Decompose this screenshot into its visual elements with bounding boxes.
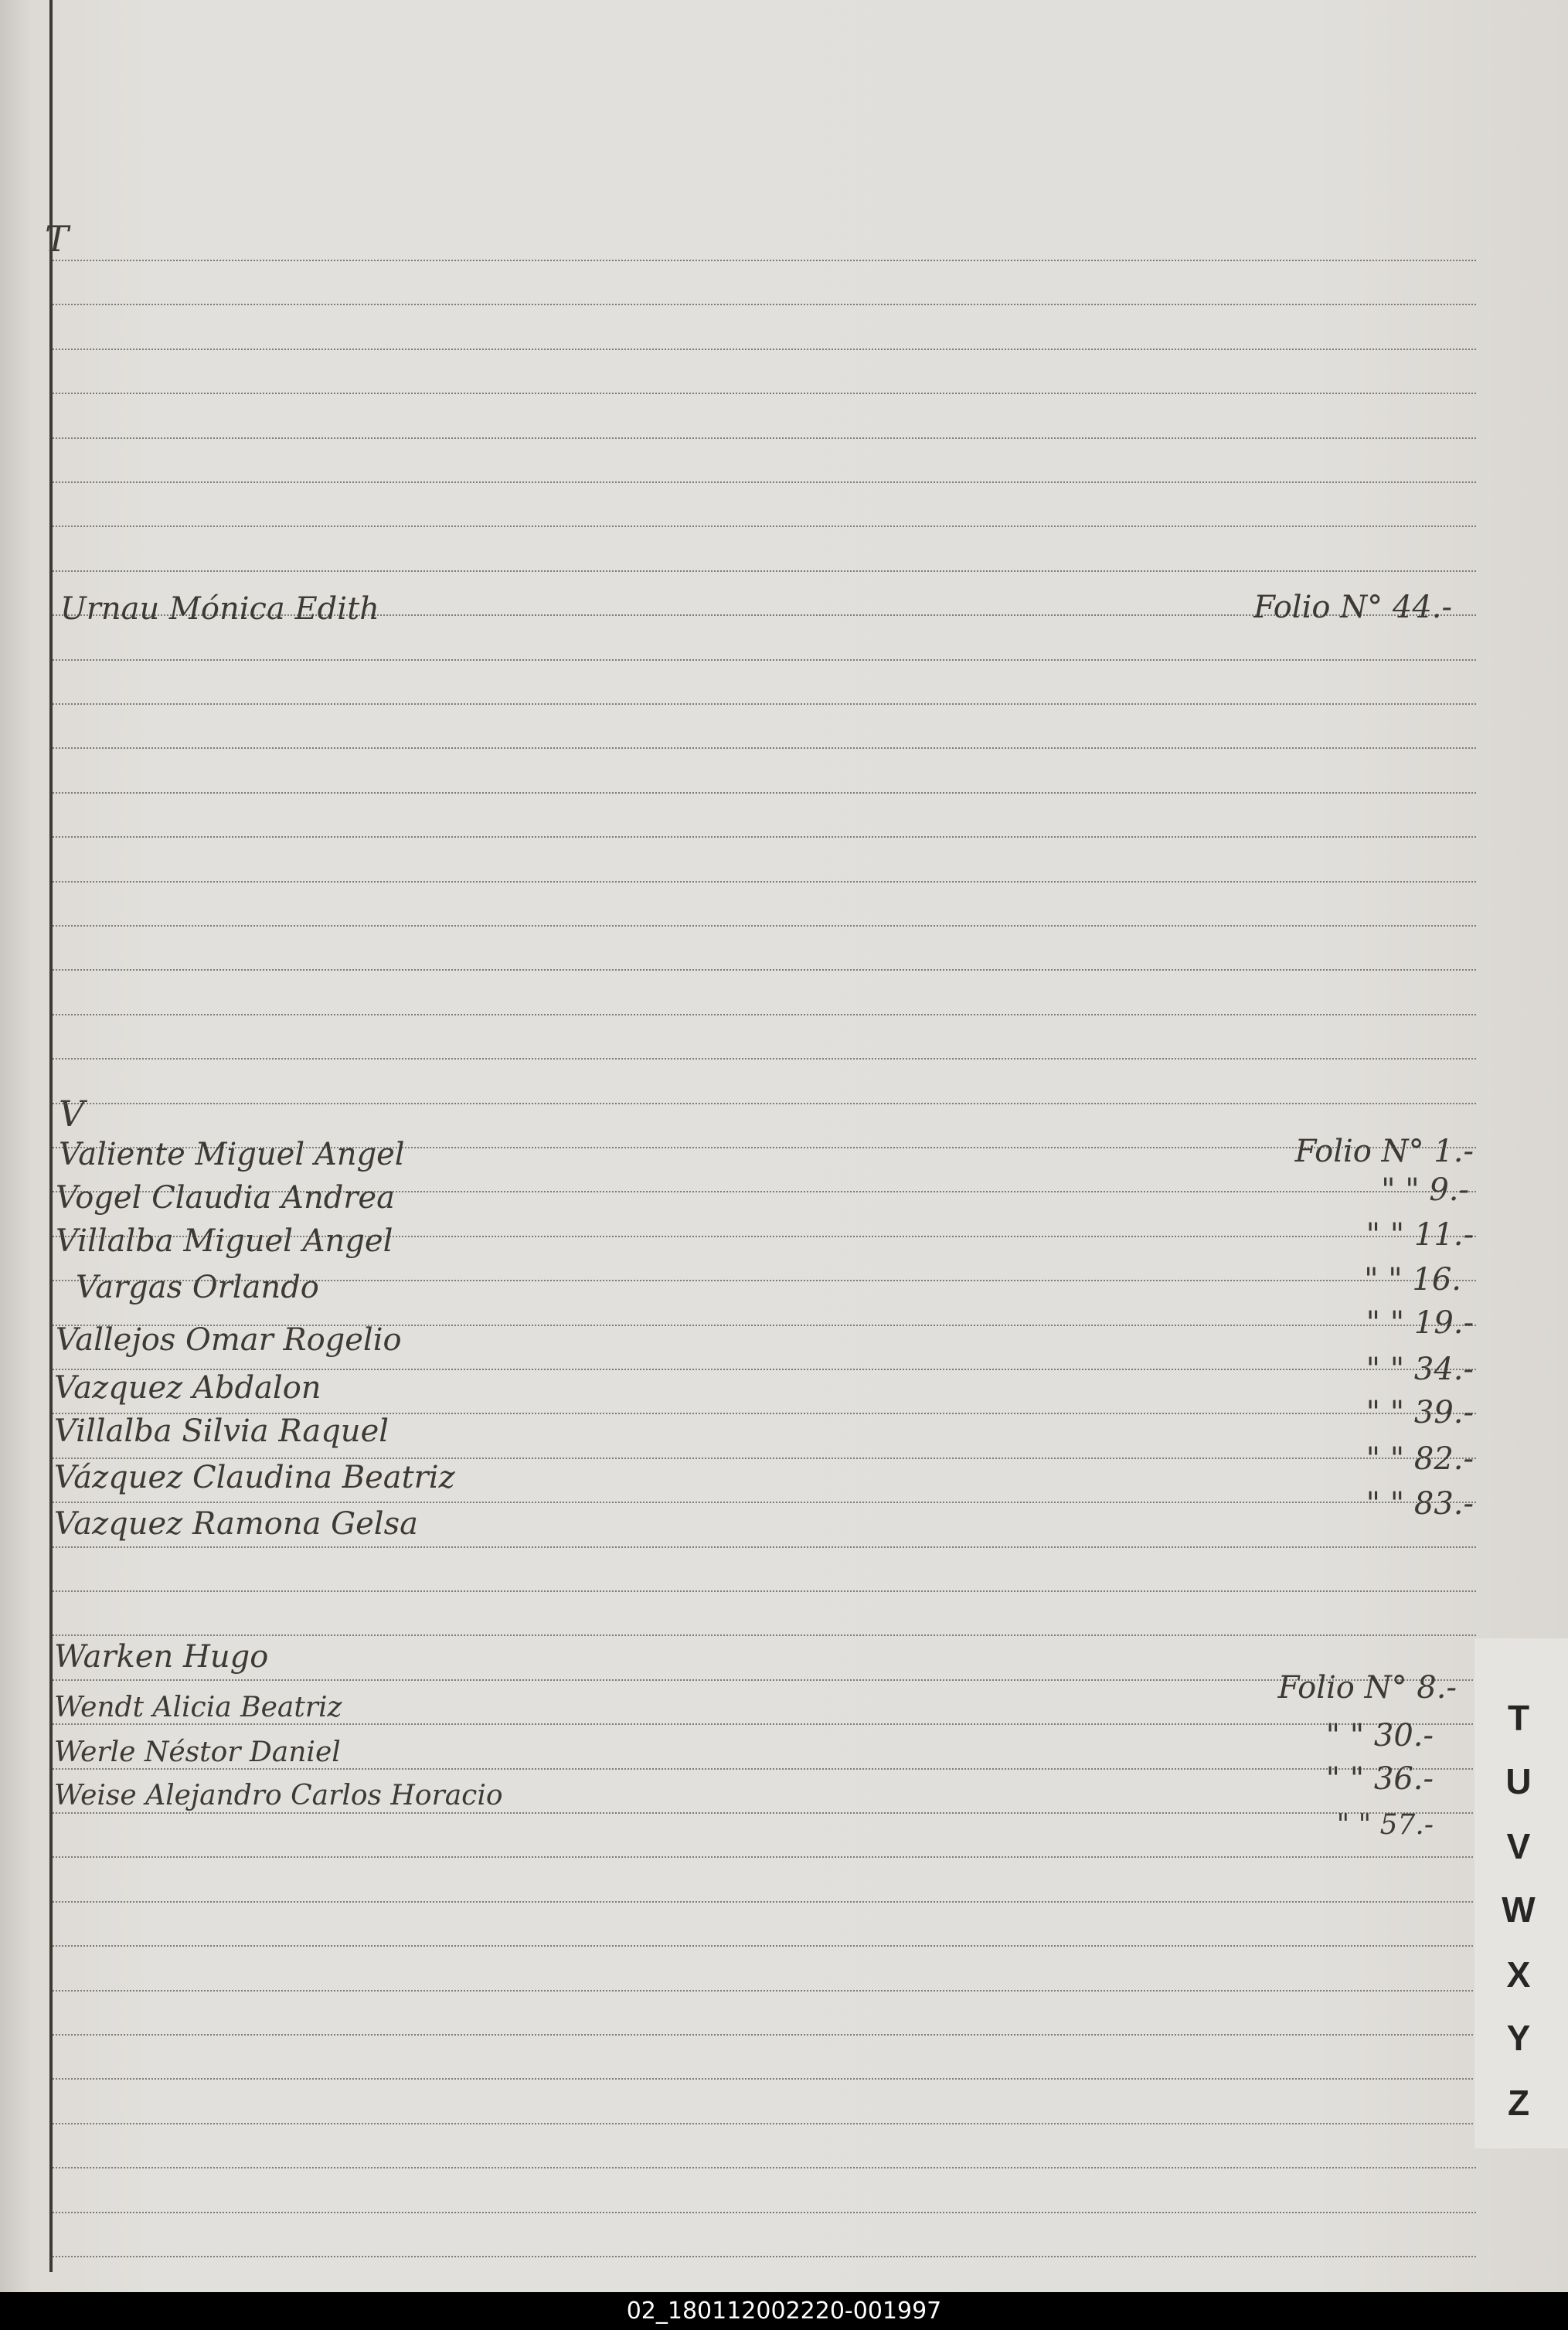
index-tab-t[interactable]: T [1507,1698,1530,1738]
ruled-line [53,969,1476,971]
ruled-line [53,570,1476,572]
index-tab-v[interactable]: V [1506,1826,1531,1866]
ruled-line [53,1990,1476,1992]
entry-folio: " " 11.- [1366,1217,1474,1253]
ruled-line [53,526,1476,527]
ruled-line [53,1058,1476,1060]
ruled-line [53,1590,1476,1592]
ruled-line [53,1856,1476,1858]
ruled-line [53,1103,1476,1104]
entry-folio: " " 39.- [1366,1395,1474,1430]
entry-name: Vazquez Ramona Gelsa [54,1506,418,1542]
ruled-line [53,1634,1476,1636]
entry-folio: " " 57.- [1336,1809,1434,1841]
margin-line [49,0,53,2272]
entry-folio: " " 36.- [1325,1761,1434,1797]
ruled-line [53,1812,1476,1814]
ruled-line [53,260,1476,261]
entry-folio: " " 9.- [1381,1172,1469,1208]
ruled-line [53,2078,1476,2080]
entry-folio: " " 82.- [1366,1441,1474,1477]
ruled-line [53,1768,1476,1770]
ruled-line [53,2123,1476,2124]
entry-name: Warken Hugo [54,1639,269,1675]
entry-name: Vázquez Claudina Beatriz [54,1460,455,1495]
ruled-line [53,703,1476,705]
ruled-line [53,437,1476,439]
index-tab-w[interactable]: W [1502,1890,1536,1930]
entry-name: Vazquez Abdalon [54,1370,321,1406]
index-tab-u[interactable]: U [1505,1761,1532,1801]
index-tab-y[interactable]: Y [1506,2018,1531,2058]
ruled-line [53,2212,1476,2213]
entry-folio: " " 34.- [1366,1352,1474,1387]
ruled-line [53,1945,1476,1947]
entry-name: Urnau Mónica Edith [60,591,379,627]
entry-folio: " " 30.- [1325,1718,1434,1753]
ruled-line [53,1679,1476,1681]
entry-name: Villalba Silvia Raquel [54,1413,389,1449]
ruled-line [53,2034,1476,2036]
ruled-line [53,836,1476,838]
ruled-line [53,304,1476,305]
entry-name: Wendt Alicia Beatriz [54,1692,342,1723]
entry-name: Vallejos Omar Rogelio [56,1322,402,1358]
index-tab-x[interactable]: X [1506,1954,1531,1995]
ruled-line [53,925,1476,927]
ruled-line [53,792,1476,794]
ruled-line [53,881,1476,883]
ruled-line [53,1546,1476,1548]
ruled-line [53,659,1476,661]
ruled-line [53,1014,1476,1015]
ruled-line [53,1723,1476,1725]
entry-name: Vogel Claudia Andrea [56,1180,395,1216]
entry-folio: Folio N° 8.- [1277,1670,1457,1706]
ruled-line [53,349,1476,350]
entry-name: Villalba Miguel Angel [56,1223,393,1259]
ruled-line [53,2256,1476,2257]
entry-folio: " " 16. [1364,1262,1461,1298]
entry-folio: " " 19.- [1366,1305,1474,1341]
entry-folio: Folio N° 1.- [1294,1134,1474,1169]
entry-name: Weise Alejandro Carlos Horacio [54,1780,503,1811]
entry-name: Werle Néstor Daniel [54,1736,341,1768]
scan-code: 02_180112002220-001997 [626,2298,942,2325]
ruled-line [53,481,1476,483]
ruled-line [53,1458,1476,1459]
entry-folio: " " 83.- [1366,1486,1474,1522]
section-letter-v: V [59,1093,85,1134]
ruled-line [53,393,1476,394]
entry-name: Vargas Orlando [76,1270,319,1305]
section-letter-t: T [45,218,69,260]
entry-name: Valiente Miguel Angel [59,1137,405,1172]
ruled-line [53,2167,1476,2168]
ruled-line [53,1901,1476,1903]
ruled-line [53,747,1476,749]
entry-folio: Folio N° 44.- [1253,590,1452,625]
ruled-line [53,1502,1476,1503]
index-tab-z[interactable]: Z [1507,2083,1530,2123]
